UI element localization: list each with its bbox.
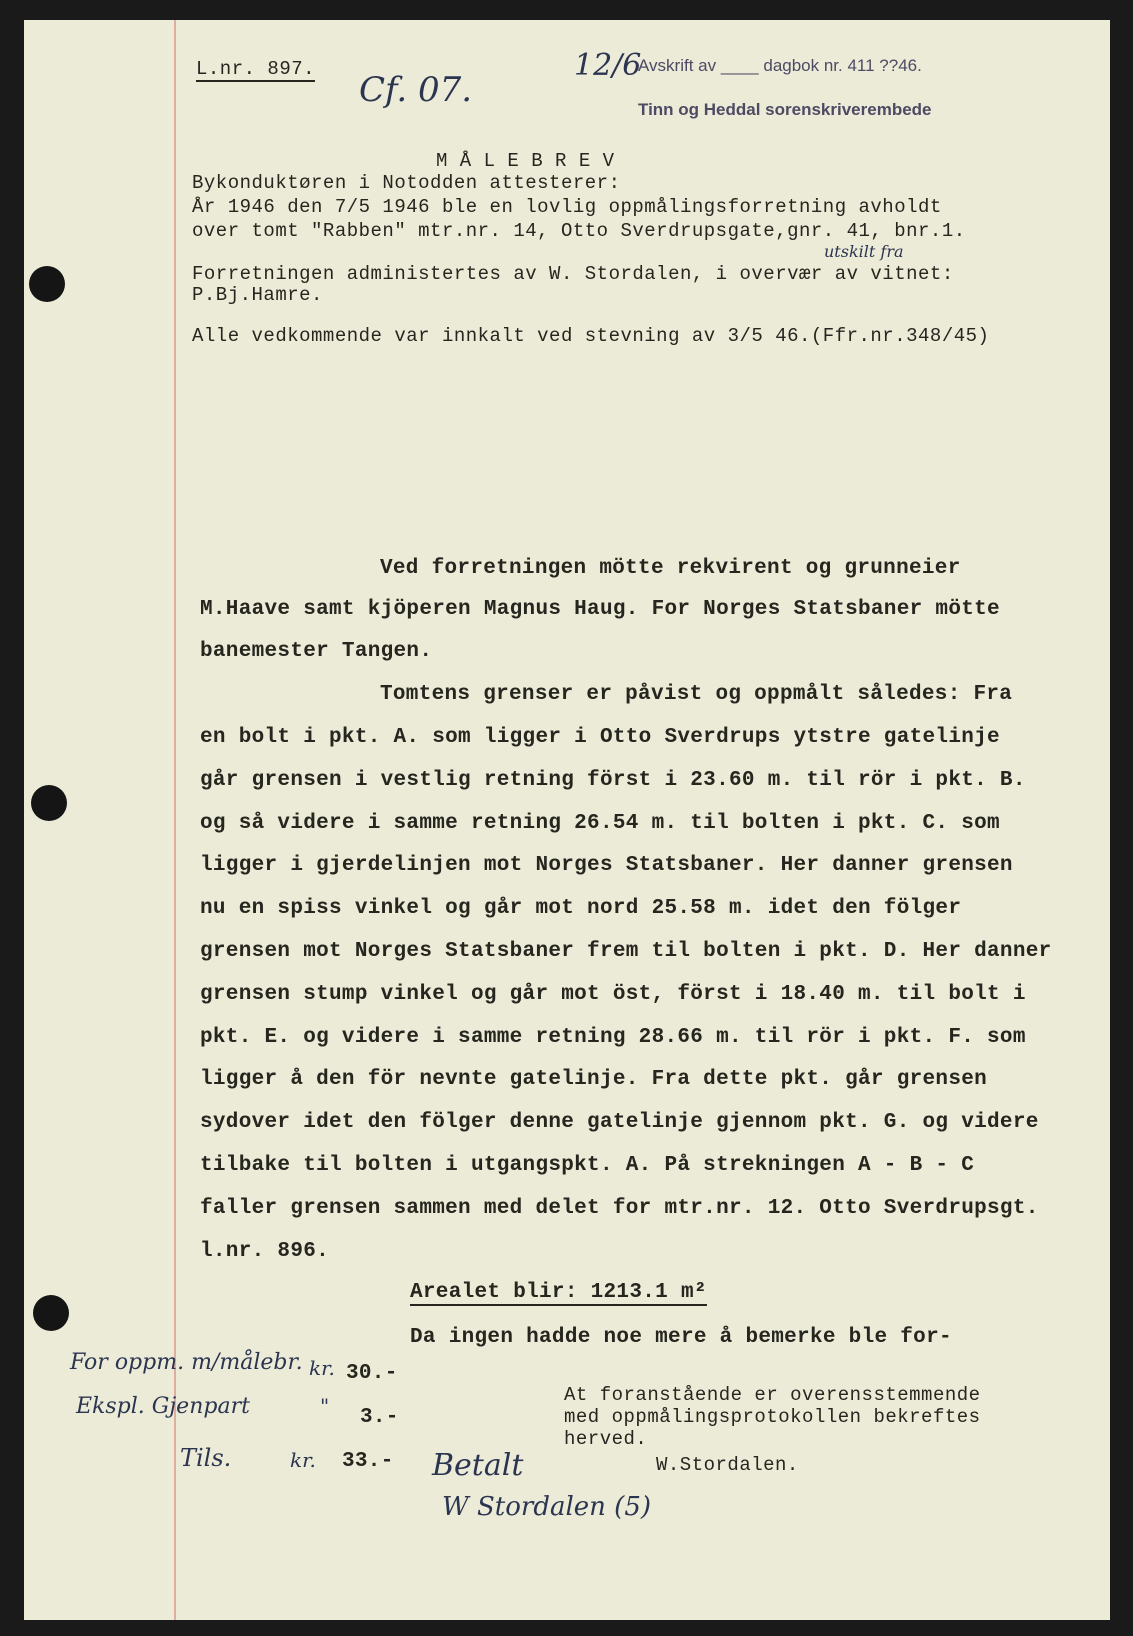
stamp-line-1: Avskrift av ____ dagbok nr. 411 ??46. (638, 56, 922, 75)
body-line: sydover idet den fölger denne gatelinje gjennom pkt. G. og videre (200, 1111, 1039, 1134)
body-line: Ved forretningen mötte rekvirent og grunneier (380, 557, 961, 580)
intro-handwritten-insert: utskilt fra (824, 242, 904, 261)
closing-line: Da ingen hadde noe mere å bemerke ble for- (410, 1326, 952, 1349)
intro-line: Alle vedkommende var innkalt ved stevning av 3/5 46.(Ffr.nr.348/45) (192, 325, 990, 347)
punch-hole (29, 266, 65, 302)
body-line: tilbake til bolten i utgangspkt. A. På strekningen A - B - C (200, 1154, 975, 1177)
certification-line: herved. (564, 1428, 648, 1450)
body-line: en bolt i pkt. A. som ligger i Otto Sverdrups ytstre gatelinje (200, 726, 1000, 749)
fee-currency: " (320, 1394, 330, 1418)
intro-line: Forretningen administertes av W. Stordalen, i overvær av vitnet: (192, 263, 954, 285)
paid-note: Betalt (432, 1448, 524, 1483)
punch-hole (31, 785, 67, 821)
body-line: og så videre i samme retning 26.54 m. til bolten i pkt. C. som (200, 812, 1000, 835)
fee-currency: kr. (290, 1448, 316, 1472)
body-line: faller grensen sammen med delet for mtr.nr. 12. Otto Sverdrupsgt. (200, 1197, 1039, 1220)
paid-signature: W Stordalen (5) (442, 1492, 652, 1522)
fee-label: Ekspl. Gjenpart (76, 1394, 250, 1419)
intro-line: År 1946 den 7/5 1946 ble en lovlig oppmålingsforretning avholdt (192, 196, 942, 218)
fee-currency: kr. (309, 1356, 335, 1380)
body-line: grensen stump vinkel og går mot öst, först i 18.40 m. til bolt i (200, 983, 1026, 1006)
body-line: grensen mot Norges Statsbaner frem til bolten i pkt. D. Her danner (200, 940, 1052, 963)
body-line: banemester Tangen. (200, 640, 433, 663)
stamp-line-2: Tinn og Heddal sorenskriverembede (638, 100, 932, 119)
body-line: l.nr. 896. (200, 1240, 330, 1263)
intro-line: Bykonduktøren i Notodden attesterer: (192, 172, 621, 194)
document-page (24, 20, 1110, 1620)
body-line: nu en spiss vinkel og går mot nord 25.58 m. idet den fölger (200, 897, 962, 920)
margin-line (174, 20, 176, 1620)
fee-amount: 30.- (346, 1362, 398, 1385)
body-line: ligger i gjerdelinjen mot Norges Statsbaner. Her danner grensen (200, 854, 1013, 877)
body-line: Tomtens grenser er påvist og oppmålt således: Fra (380, 683, 1013, 706)
fee-label: Tils. (180, 1444, 232, 1472)
body-line: pkt. E. og videre i samme retning 28.66 m. til rör i pkt. F. som (200, 1026, 1026, 1049)
area-result: Arealet blir: 1213.1 m² (410, 1281, 707, 1304)
signatory-name: W.Stordalen. (656, 1454, 799, 1476)
body-line: går grensen i vestlig retning först i 23.60 m. til rör i pkt. B. (200, 769, 1026, 792)
intro-line: P.Bj.Hamre. (192, 284, 323, 306)
certification-line: At foranstående er overensstemmende (564, 1384, 981, 1406)
certification-line: med oppmålingsprotokollen bekreftes (564, 1406, 981, 1428)
intro-line: over tomt "Rabben" mtr.nr. 14, Otto Sverdrupsgate,gnr. 41, bnr.1. (192, 220, 966, 242)
lnr-label: L.nr. 897. (196, 58, 316, 80)
handwritten-reference: Cf. 07. (359, 70, 473, 110)
document-title: M Å L E B R E V (436, 150, 615, 172)
fee-amount: 33.- (342, 1450, 394, 1473)
fee-amount: 3.- (360, 1406, 399, 1429)
body-line: ligger å den för nevnte gatelinje. Fra dette pkt. går grensen (200, 1068, 988, 1091)
stamp-date-handwritten: 12/6 (574, 48, 642, 83)
punch-hole (33, 1295, 69, 1331)
body-line: M.Haave samt kjöperen Magnus Haug. For Norges Statsbaner mötte (200, 598, 1000, 621)
fee-label: For oppm. m/målebr. (70, 1350, 303, 1375)
